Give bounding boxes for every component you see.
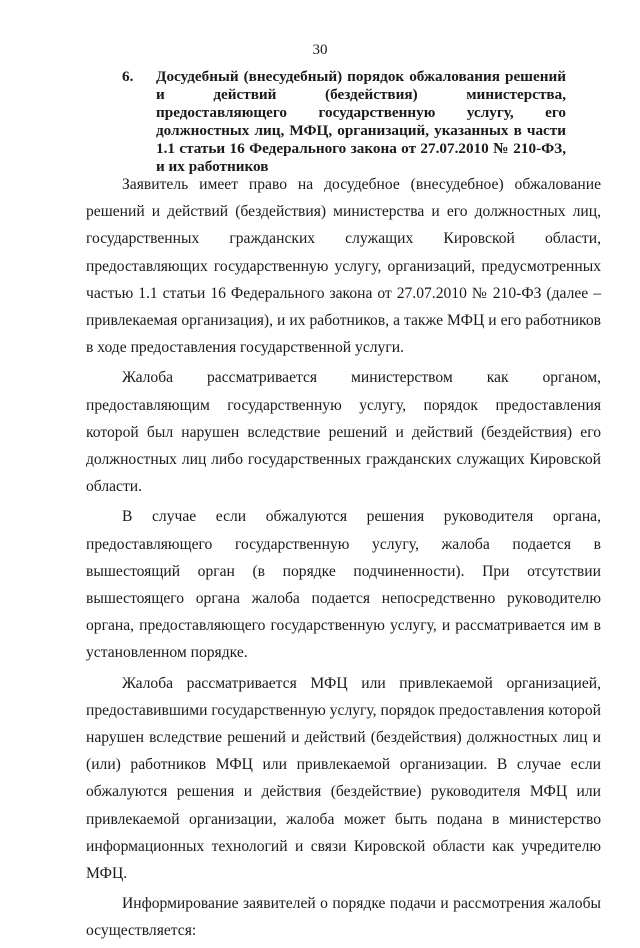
paragraph-ministry-review: Жалоба рассматривается министерством как органом, предоставляющим государственную услугу, порядок предоставления которой был нарушен вследствие решений и действий (бездействия) его должностных лиц либо государственных гражданских служащих Кировской области. [86, 369, 601, 496]
paragraph-head-appeal: В случае если обжалуются решения руководителя органа, предоставляющего государственную услугу, жалоба подается в вышестоящий орган (в порядке подчиненности). При отсутствии вышестоящего органа жалоба подается непосредственно руководителю органа, предоставляющего государственную услугу, и рассматривается им в установленном порядке. [86, 508, 601, 662]
paragraph-appeal-right: Заявитель имеет право на досудебное (внесудебное) обжалование решений и действий (бездействия) министерства и его должностных лиц, государственных гражданских служащих Кировской области, предоставляющих государственную услугу, организаций, предусмотренных частью 1.1 статьи 16 Федерального закона от 27.07.2010 № 210-ФЗ (далее – привлекаемая организация), и их работников, а также МФЦ и его работников в ходе предоставления государственной услуги. [86, 176, 601, 357]
body-text [86, 171, 601, 948]
paragraph-informing: Информирование заявителей о порядке подачи и рассмотрения жалобы осуществляется: [86, 895, 601, 940]
page-number: 30 [312, 42, 328, 58]
section-heading [122, 68, 566, 176]
paragraph-mfc-review: Жалоба рассматривается МФЦ или привлекаемой организацией, предоставившими государственную услугу, порядок предоставления которой нарушен вследствие решений и действий (бездействия) должностных лиц и (или) работников МФЦ или привлекаемой организации. В случае если обжалуются решения и действия (бездействие) руководителя МФЦ или привлекаемой организации, жалоба может быть подана в министерство информационных технологий и связи Кировской области как учредителю МФЦ. [86, 674, 601, 883]
section-title: Досудебный (внесудебный) порядок обжалования решений и действий (бездействия) министерства, предоставляющего государственную услугу, его должностных лиц, МФЦ, организаций, указанных в части 1.1 статьи 16 Федерального закона от 27.07.2010 № 210-ФЗ, и их работников [156, 68, 566, 175]
section-number: 6. [122, 68, 134, 85]
